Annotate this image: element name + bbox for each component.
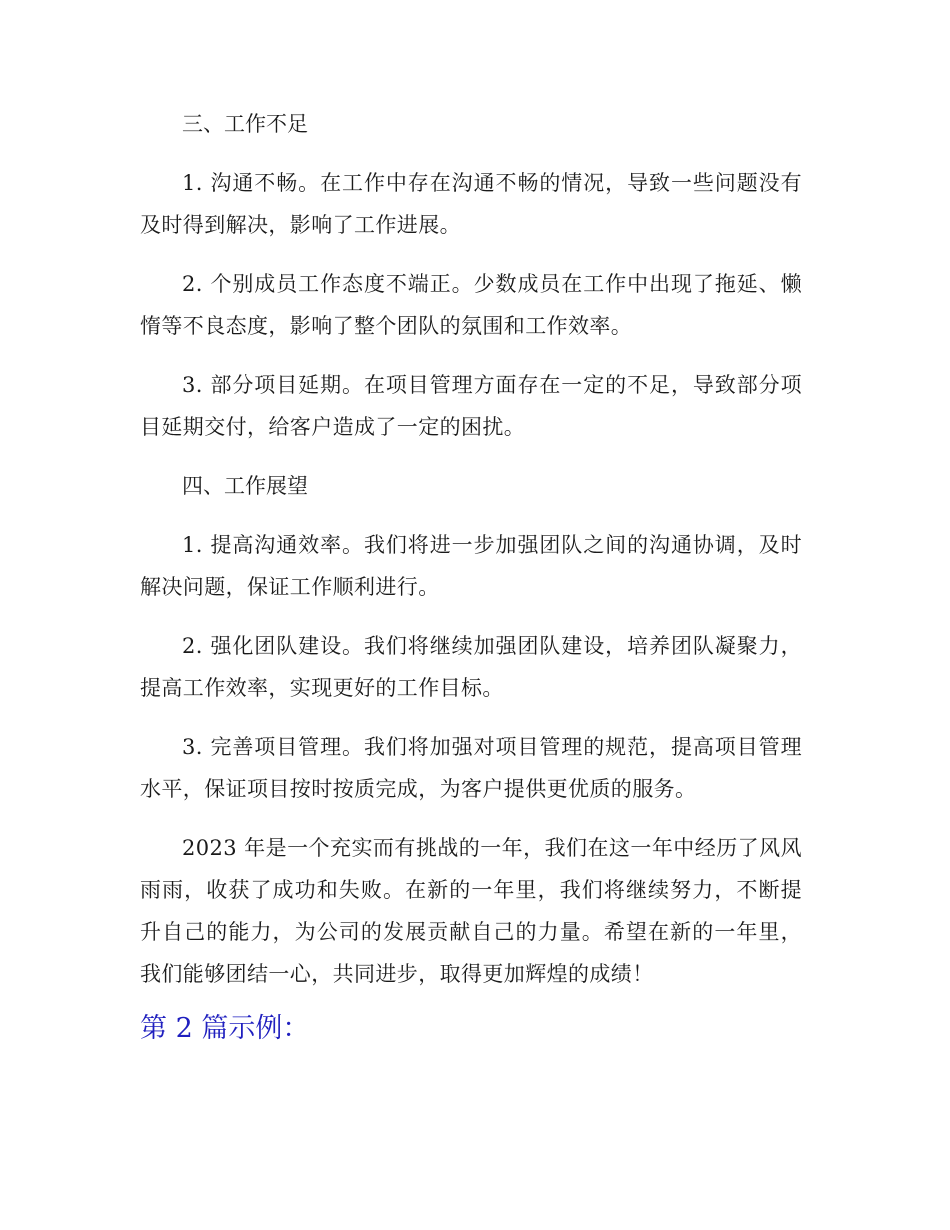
closing-paragraph: 2023 年是一个充实而有挑战的一年，我们在这一年中经历了风风雨雨，收获了成功和失败。在新的一年里，我们将继续努力，不断提升自己的能力，为公司的发展贡献自己的力量。希望在新的一年里，我们能够团结一心，共同进步，取得更加辉煌的成绩！ — [140, 836, 802, 986]
shortcoming-item-1: 1. 沟通不畅。在工作中存在沟通不畅的情况，导致一些问题没有及时得到解决，影响了工作进展。 — [140, 171, 802, 237]
outlook-item-3: 3. 完善项目管理。我们将加强对项目管理的规范，提高项目管理水平，保证项目按时按质完成，为客户提供更优质的服务。 — [140, 735, 802, 801]
section-heading-shortcomings: 三、工作不足 — [182, 112, 308, 136]
example-title: 第 2 篇示例： — [140, 1013, 310, 1044]
document-body — [140, 103, 802, 1053]
outlook-item-2: 2. 强化团队建设。我们将继续加强团队建设，培养团队凝聚力，提高工作效率，实现更好的工作目标。 — [140, 634, 802, 700]
shortcoming-item-3: 3. 部分项目延期。在项目管理方面存在一定的不足，导致部分项目延期交付，给客户造成了一定的困扰。 — [140, 373, 802, 439]
section-heading-outlook: 四、工作展望 — [182, 474, 308, 498]
outlook-item-1: 1. 提高沟通效率。我们将进一步加强团队之间的沟通协调，及时解决问题，保证工作顺利进行。 — [140, 533, 802, 599]
shortcoming-item-2: 2. 个别成员工作态度不端正。少数成员在工作中出现了拖延、懒惰等不良态度，影响了整个团队的氛围和工作效率。 — [140, 272, 802, 338]
